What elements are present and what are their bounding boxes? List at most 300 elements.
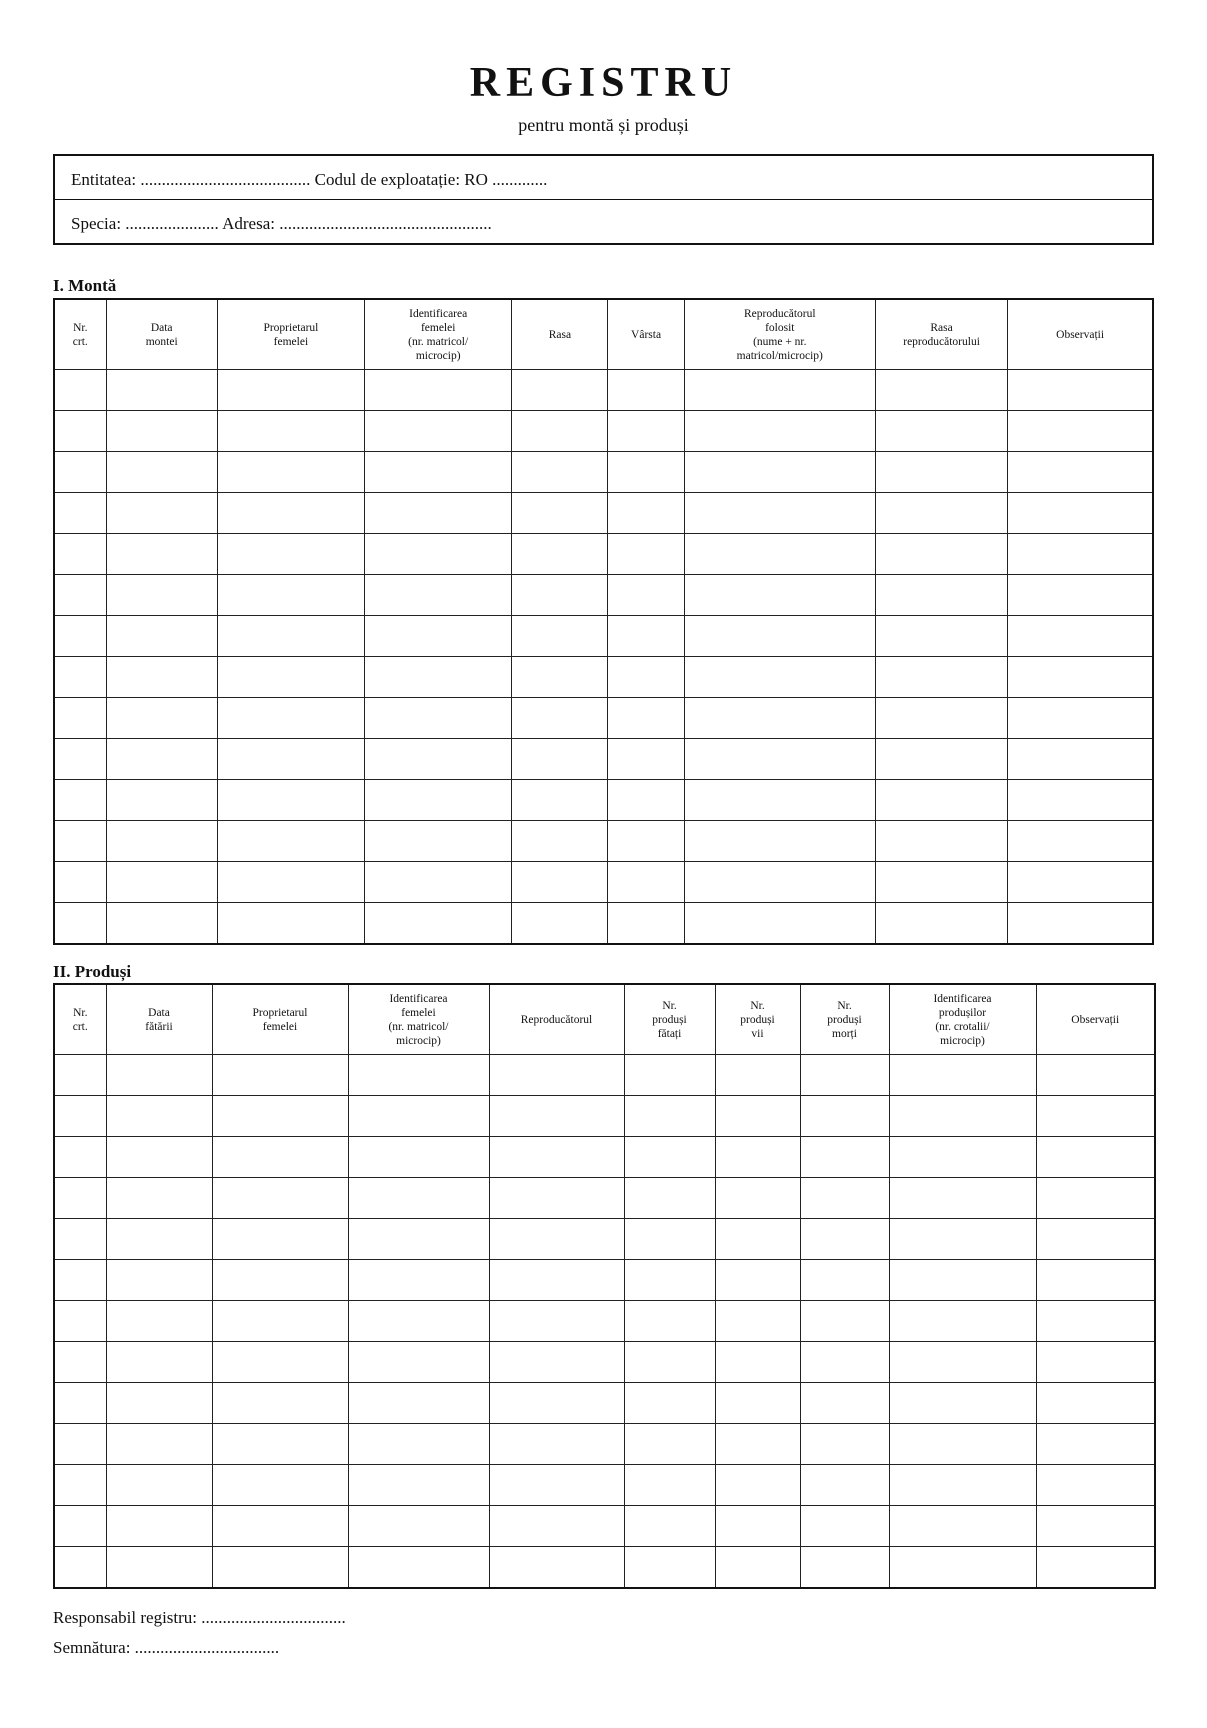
monta-table-row [54, 370, 1153, 411]
empty-cell [1008, 739, 1153, 780]
empty-cell [348, 1219, 489, 1260]
empty-cell [1008, 411, 1153, 452]
empty-cell [217, 411, 364, 452]
empty-cell [1008, 575, 1153, 616]
empty-cell [54, 370, 106, 411]
empty-cell [106, 452, 217, 493]
empty-cell [875, 452, 1007, 493]
empty-cell [715, 1424, 800, 1465]
empty-cell [489, 1342, 624, 1383]
empty-cell [106, 1342, 212, 1383]
empty-cell [624, 1383, 715, 1424]
produsi-table-row [54, 1219, 1155, 1260]
empty-cell [54, 1178, 106, 1219]
empty-cell [800, 1260, 889, 1301]
empty-cell [106, 1424, 212, 1465]
empty-cell [106, 493, 217, 534]
empty-cell [875, 493, 1007, 534]
monta-table-row [54, 821, 1153, 862]
empty-cell [800, 1506, 889, 1547]
col-header: Rasa reproducătorului [875, 299, 1007, 370]
empty-cell [348, 1260, 489, 1301]
empty-cell [800, 1178, 889, 1219]
empty-cell [365, 452, 512, 493]
empty-cell [54, 1137, 106, 1178]
empty-cell [889, 1137, 1036, 1178]
empty-cell [106, 1137, 212, 1178]
empty-cell [212, 1547, 348, 1589]
col-header: Rasa [512, 299, 608, 370]
empty-cell [684, 903, 875, 945]
produsi-table-row [54, 1137, 1155, 1178]
empty-cell [365, 534, 512, 575]
empty-cell [800, 1301, 889, 1342]
empty-cell [489, 1465, 624, 1506]
empty-cell [512, 493, 608, 534]
empty-cell [489, 1178, 624, 1219]
empty-cell [624, 1096, 715, 1137]
empty-cell [608, 493, 684, 534]
empty-cell [889, 1219, 1036, 1260]
monta-table [53, 298, 1154, 945]
monta-table-row [54, 698, 1153, 739]
monta-table-row [54, 575, 1153, 616]
empty-cell [889, 1342, 1036, 1383]
empty-cell [624, 1178, 715, 1219]
empty-cell [1008, 370, 1153, 411]
empty-cell [217, 862, 364, 903]
empty-cell [512, 698, 608, 739]
empty-cell [489, 1219, 624, 1260]
empty-cell [348, 1137, 489, 1178]
monta-header-row [54, 299, 1153, 370]
empty-cell [489, 1137, 624, 1178]
empty-cell [800, 1219, 889, 1260]
entity-info-box [53, 154, 1154, 245]
empty-cell [106, 1178, 212, 1219]
empty-cell [800, 1424, 889, 1465]
empty-cell [1036, 1342, 1155, 1383]
empty-cell [106, 780, 217, 821]
produsi-table-row [54, 1465, 1155, 1506]
empty-cell [889, 1301, 1036, 1342]
empty-cell [365, 493, 512, 534]
empty-cell [217, 657, 364, 698]
col-header: Observații [1036, 984, 1155, 1055]
monta-table-row [54, 780, 1153, 821]
empty-cell [54, 616, 106, 657]
empty-cell [348, 1383, 489, 1424]
empty-cell [1036, 1260, 1155, 1301]
empty-cell [106, 1383, 212, 1424]
empty-cell [624, 1055, 715, 1096]
empty-cell [489, 1383, 624, 1424]
empty-cell [1036, 1219, 1155, 1260]
empty-cell [106, 657, 217, 698]
col-header: Vârsta [608, 299, 684, 370]
empty-cell [106, 1547, 212, 1589]
empty-cell [715, 1301, 800, 1342]
empty-cell [1036, 1424, 1155, 1465]
empty-cell [1036, 1137, 1155, 1178]
empty-cell [889, 1260, 1036, 1301]
empty-cell [106, 616, 217, 657]
empty-cell [608, 616, 684, 657]
empty-cell [684, 534, 875, 575]
empty-cell [512, 780, 608, 821]
col-header: Nr. crt. [54, 984, 106, 1055]
monta-table-row [54, 903, 1153, 945]
produsi-table-row [54, 1383, 1155, 1424]
empty-cell [54, 821, 106, 862]
empty-cell [1036, 1178, 1155, 1219]
col-header: Identificarea produșilor (nr. crotalii/ microcip) [889, 984, 1036, 1055]
empty-cell [1008, 862, 1153, 903]
empty-cell [684, 452, 875, 493]
empty-cell [106, 575, 217, 616]
empty-cell [800, 1547, 889, 1589]
empty-cell [106, 534, 217, 575]
produsi-table-body [54, 1055, 1155, 1589]
col-header: Reproducătorul folosit (nume + nr. matricol/microcip) [684, 299, 875, 370]
empty-cell [106, 862, 217, 903]
empty-cell [684, 411, 875, 452]
produsi-table-row [54, 1096, 1155, 1137]
empty-cell [54, 1260, 106, 1301]
section-monta-title: I. Montă [53, 276, 117, 295]
empty-cell [348, 1301, 489, 1342]
empty-cell [106, 821, 217, 862]
empty-cell [54, 657, 106, 698]
empty-cell [512, 616, 608, 657]
empty-cell [684, 698, 875, 739]
empty-cell [624, 1465, 715, 1506]
empty-cell [715, 1260, 800, 1301]
empty-cell [54, 1055, 106, 1096]
empty-cell [217, 821, 364, 862]
empty-cell [365, 657, 512, 698]
empty-cell [684, 616, 875, 657]
empty-cell [54, 698, 106, 739]
empty-cell [212, 1424, 348, 1465]
empty-cell [217, 698, 364, 739]
empty-cell [54, 903, 106, 945]
empty-cell [54, 1342, 106, 1383]
empty-cell [715, 1219, 800, 1260]
empty-cell [54, 1547, 106, 1589]
empty-cell [1008, 903, 1153, 945]
empty-cell [512, 370, 608, 411]
monta-table-row [54, 452, 1153, 493]
empty-cell [1008, 821, 1153, 862]
empty-cell [800, 1096, 889, 1137]
empty-cell [106, 1096, 212, 1137]
empty-cell [1036, 1096, 1155, 1137]
empty-cell [1036, 1383, 1155, 1424]
empty-cell [512, 903, 608, 945]
empty-cell [608, 411, 684, 452]
empty-cell [489, 1547, 624, 1589]
signature-line: Semnătura: .................................. [53, 1638, 280, 1657]
empty-cell [365, 862, 512, 903]
empty-cell [212, 1342, 348, 1383]
empty-cell [715, 1096, 800, 1137]
empty-cell [348, 1465, 489, 1506]
empty-cell [875, 862, 1007, 903]
empty-cell [512, 452, 608, 493]
empty-cell [608, 370, 684, 411]
empty-cell [212, 1383, 348, 1424]
produsi-table-row [54, 1342, 1155, 1383]
empty-cell [624, 1506, 715, 1547]
empty-cell [54, 862, 106, 903]
empty-cell [624, 1424, 715, 1465]
empty-cell [1008, 698, 1153, 739]
monta-table-row [54, 862, 1153, 903]
empty-cell [684, 575, 875, 616]
empty-cell [624, 1260, 715, 1301]
empty-cell [489, 1260, 624, 1301]
col-header: Nr. produși vii [715, 984, 800, 1055]
empty-cell [212, 1178, 348, 1219]
empty-cell [512, 411, 608, 452]
empty-cell [715, 1465, 800, 1506]
empty-cell [212, 1506, 348, 1547]
empty-cell [54, 1383, 106, 1424]
empty-cell [875, 657, 1007, 698]
empty-cell [106, 411, 217, 452]
empty-cell [715, 1383, 800, 1424]
empty-cell [489, 1055, 624, 1096]
empty-cell [889, 1096, 1036, 1137]
col-header: Nr. produși morți [800, 984, 889, 1055]
page-subtitle: pentru montă și produși [518, 115, 689, 135]
empty-cell [348, 1096, 489, 1137]
empty-cell [106, 1260, 212, 1301]
empty-cell [684, 821, 875, 862]
produsi-table-row [54, 1547, 1155, 1589]
empty-cell [106, 1301, 212, 1342]
empty-cell [212, 1137, 348, 1178]
empty-cell [54, 452, 106, 493]
monta-table-row [54, 616, 1153, 657]
empty-cell [106, 1055, 212, 1096]
empty-cell [624, 1301, 715, 1342]
empty-cell [684, 657, 875, 698]
empty-cell [348, 1506, 489, 1547]
empty-cell [54, 1096, 106, 1137]
empty-cell [365, 821, 512, 862]
empty-cell [348, 1178, 489, 1219]
empty-cell [106, 698, 217, 739]
empty-cell [489, 1506, 624, 1547]
col-header: Observații [1008, 299, 1153, 370]
empty-cell [1036, 1465, 1155, 1506]
empty-cell [889, 1055, 1036, 1096]
monta-table-body [54, 370, 1153, 945]
empty-cell [889, 1465, 1036, 1506]
page-title: REGISTRU [469, 60, 738, 106]
empty-cell [512, 575, 608, 616]
empty-cell [217, 370, 364, 411]
empty-cell [217, 452, 364, 493]
empty-cell [800, 1465, 889, 1506]
empty-cell [489, 1096, 624, 1137]
empty-cell [608, 657, 684, 698]
empty-cell [489, 1301, 624, 1342]
empty-cell [106, 1506, 212, 1547]
empty-cell [54, 1219, 106, 1260]
col-header: Data fătării [106, 984, 212, 1055]
empty-cell [624, 1137, 715, 1178]
empty-cell [54, 575, 106, 616]
produsi-table-row [54, 1260, 1155, 1301]
col-header: Proprietarul femelei [217, 299, 364, 370]
empty-cell [212, 1219, 348, 1260]
empty-cell [715, 1178, 800, 1219]
col-header: Identificarea femelei (nr. matricol/ microcip) [365, 299, 512, 370]
empty-cell [217, 739, 364, 780]
empty-cell [217, 903, 364, 945]
empty-cell [54, 534, 106, 575]
col-header: Proprietarul femelei [212, 984, 348, 1055]
monta-table-row [54, 739, 1153, 780]
empty-cell [348, 1342, 489, 1383]
empty-cell [715, 1055, 800, 1096]
empty-cell [875, 370, 1007, 411]
produsi-table-row [54, 1055, 1155, 1096]
empty-cell [1008, 452, 1153, 493]
empty-cell [684, 862, 875, 903]
empty-cell [608, 739, 684, 780]
empty-cell [106, 1219, 212, 1260]
empty-cell [348, 1055, 489, 1096]
monta-table-row [54, 493, 1153, 534]
empty-cell [1008, 493, 1153, 534]
empty-cell [1036, 1506, 1155, 1547]
empty-cell [889, 1178, 1036, 1219]
empty-cell [217, 534, 364, 575]
empty-cell [54, 1301, 106, 1342]
empty-cell [217, 780, 364, 821]
empty-cell [715, 1342, 800, 1383]
empty-cell [608, 780, 684, 821]
empty-cell [800, 1137, 889, 1178]
empty-cell [365, 698, 512, 739]
empty-cell [512, 862, 608, 903]
empty-cell [1036, 1301, 1155, 1342]
empty-cell [800, 1342, 889, 1383]
empty-cell [365, 780, 512, 821]
empty-cell [106, 1465, 212, 1506]
empty-cell [512, 534, 608, 575]
empty-cell [365, 370, 512, 411]
empty-cell [212, 1096, 348, 1137]
empty-cell [365, 903, 512, 945]
empty-cell [212, 1055, 348, 1096]
empty-cell [684, 780, 875, 821]
empty-cell [875, 780, 1007, 821]
empty-cell [1008, 616, 1153, 657]
empty-cell [1008, 657, 1153, 698]
empty-cell [875, 739, 1007, 780]
empty-cell [875, 698, 1007, 739]
empty-cell [608, 821, 684, 862]
empty-cell [348, 1424, 489, 1465]
empty-cell [715, 1506, 800, 1547]
col-header: Data montei [106, 299, 217, 370]
empty-cell [54, 411, 106, 452]
empty-cell [889, 1383, 1036, 1424]
empty-cell [489, 1424, 624, 1465]
empty-cell [212, 1301, 348, 1342]
empty-cell [512, 657, 608, 698]
empty-cell [608, 452, 684, 493]
empty-cell [217, 493, 364, 534]
col-header: Reproducătorul [489, 984, 624, 1055]
empty-cell [875, 411, 1007, 452]
empty-cell [348, 1547, 489, 1589]
monta-table-row [54, 534, 1153, 575]
empty-cell [800, 1383, 889, 1424]
empty-cell [608, 575, 684, 616]
empty-cell [715, 1137, 800, 1178]
empty-cell [54, 739, 106, 780]
empty-cell [106, 370, 217, 411]
empty-cell [684, 493, 875, 534]
empty-cell [1036, 1055, 1155, 1096]
empty-cell [875, 575, 1007, 616]
col-header: Identificarea femelei (nr. matricol/ microcip) [348, 984, 489, 1055]
empty-cell [1008, 534, 1153, 575]
empty-cell [608, 862, 684, 903]
section-produsi-title: II. Produși [53, 962, 132, 981]
empty-cell [54, 493, 106, 534]
empty-cell [684, 370, 875, 411]
monta-table-row [54, 411, 1153, 452]
empty-cell [212, 1260, 348, 1301]
empty-cell [1036, 1547, 1155, 1589]
col-header: Nr. produși fătați [624, 984, 715, 1055]
empty-cell [54, 1424, 106, 1465]
empty-cell [1008, 780, 1153, 821]
produsi-table-row [54, 1424, 1155, 1465]
empty-cell [106, 903, 217, 945]
empty-cell [365, 575, 512, 616]
empty-cell [608, 534, 684, 575]
empty-cell [365, 411, 512, 452]
produsi-table-row [54, 1178, 1155, 1219]
empty-cell [889, 1506, 1036, 1547]
empty-cell [365, 616, 512, 657]
empty-cell [875, 903, 1007, 945]
empty-cell [54, 1465, 106, 1506]
empty-cell [512, 821, 608, 862]
empty-cell [624, 1219, 715, 1260]
col-header: Nr. crt. [54, 299, 106, 370]
produsi-table-row [54, 1506, 1155, 1547]
produsi-header-row [54, 984, 1155, 1055]
empty-cell [212, 1465, 348, 1506]
empty-cell [800, 1055, 889, 1096]
empty-cell [684, 739, 875, 780]
empty-cell [54, 780, 106, 821]
empty-cell [875, 616, 1007, 657]
empty-cell [365, 739, 512, 780]
info-divider [55, 199, 1152, 200]
empty-cell [54, 1506, 106, 1547]
empty-cell [217, 575, 364, 616]
